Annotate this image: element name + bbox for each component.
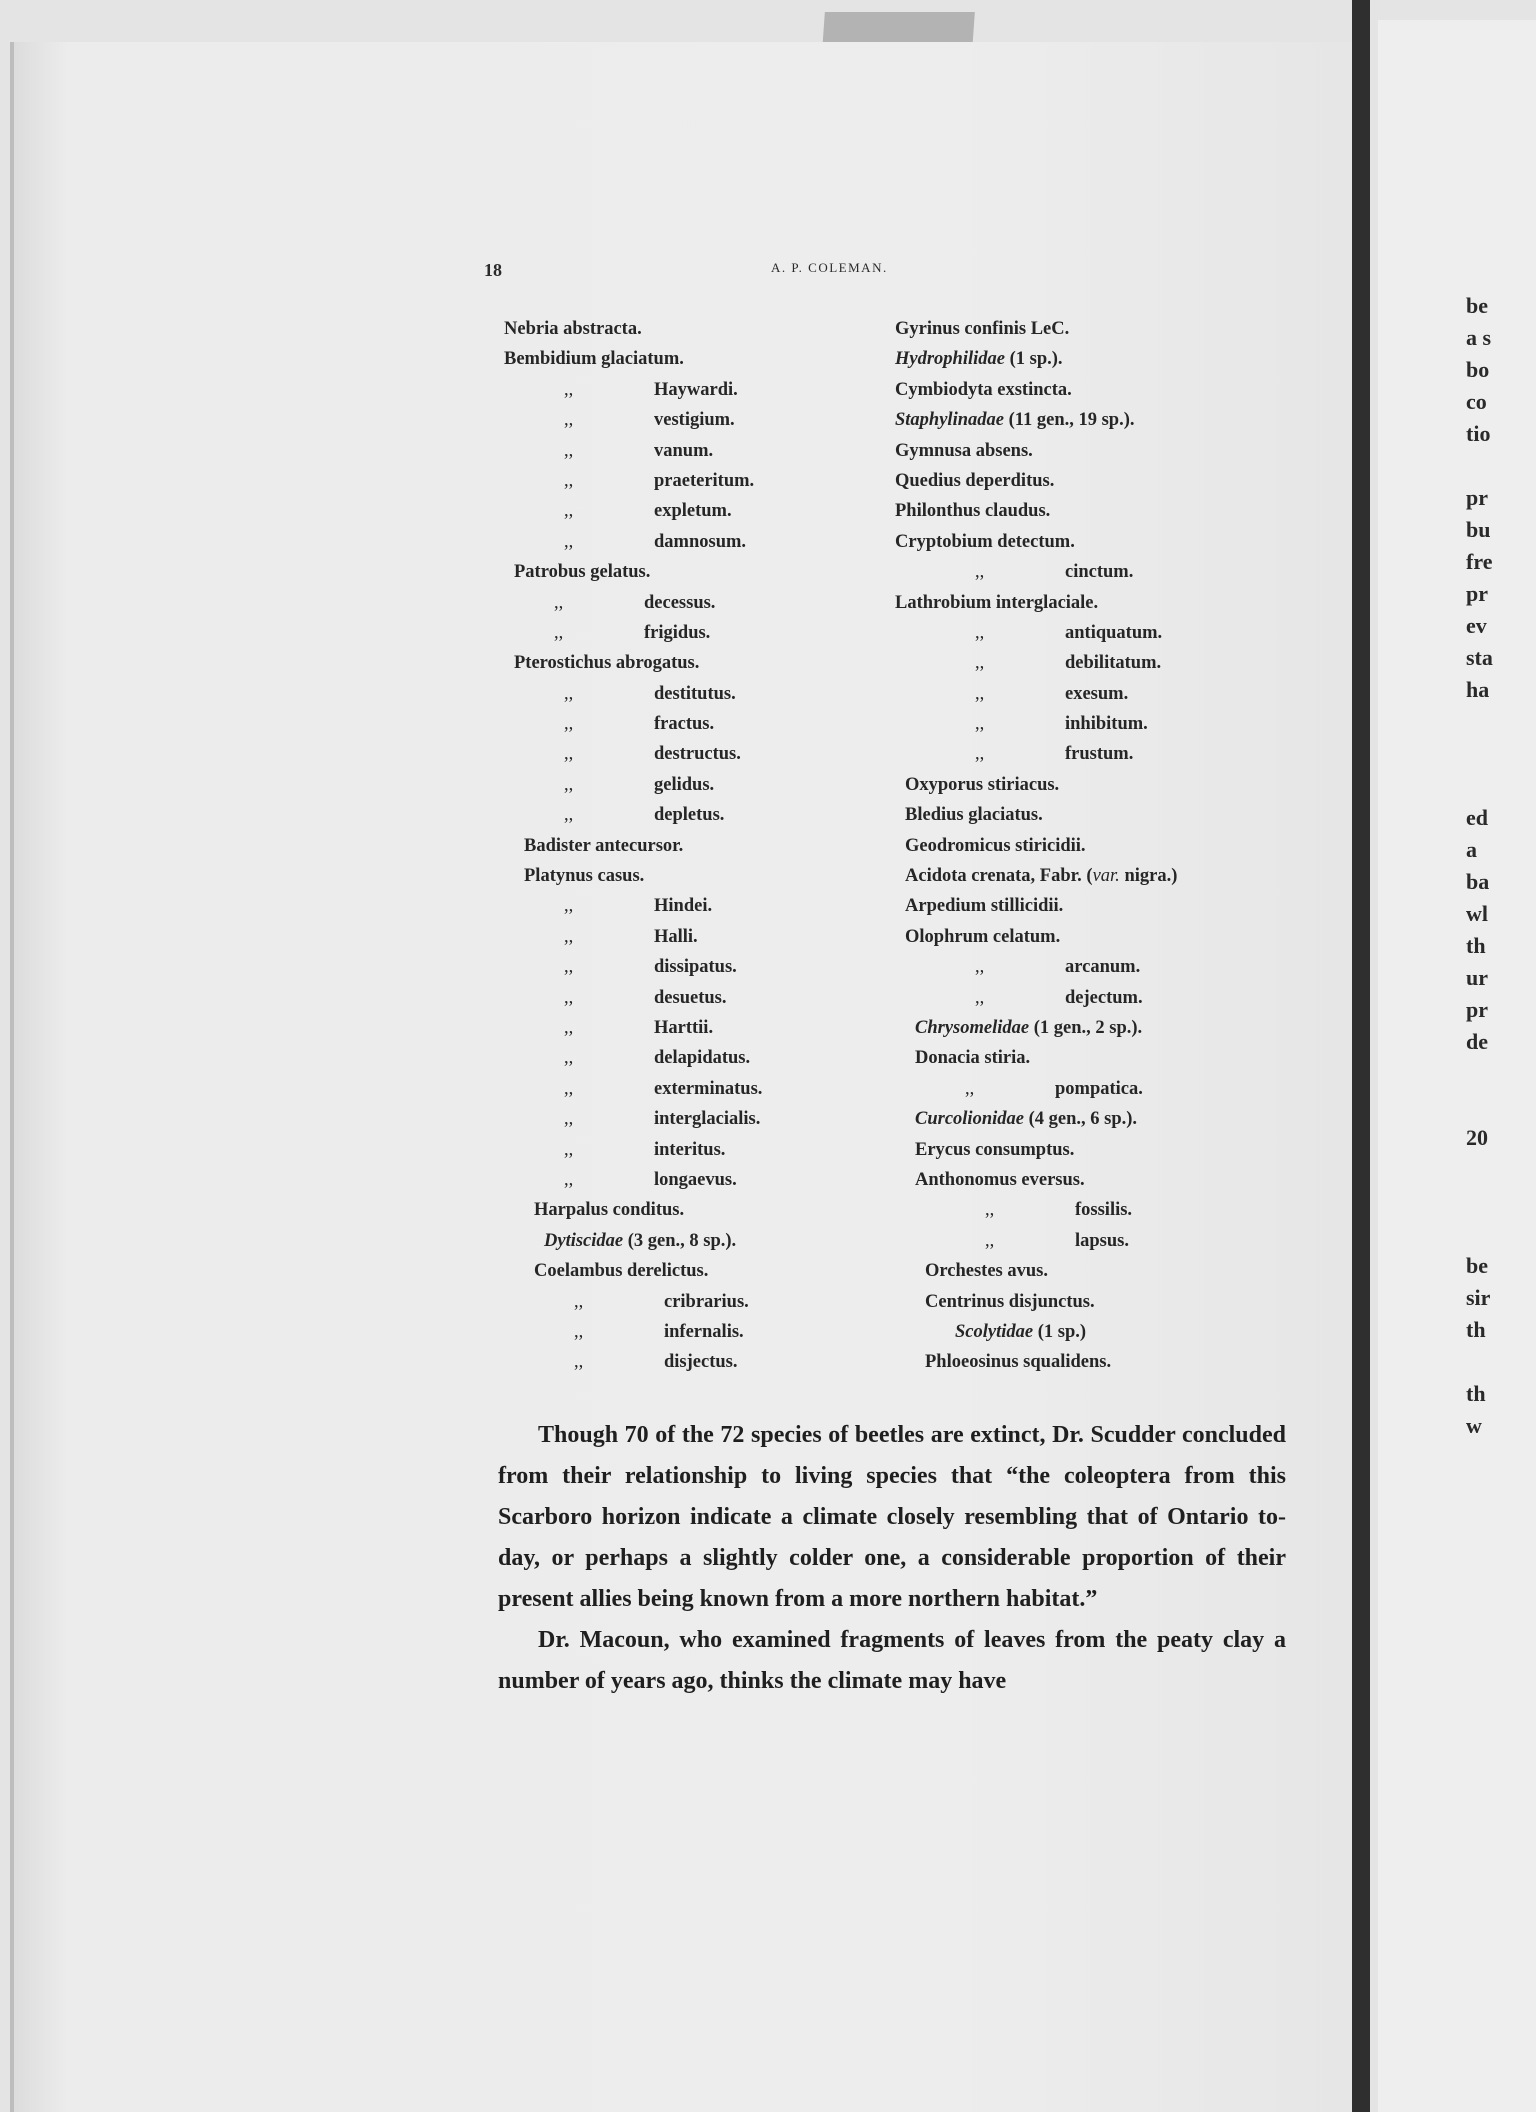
species-name: Bledius glaciatus. [905,805,1043,826]
species-name: Geodromicus stiricidii. [905,835,1086,856]
species-entry [895,1104,1315,1134]
ditto-mark: ,, [574,1321,584,1342]
ditto-mark: ,, [554,592,564,613]
species-list-right [895,314,1315,1378]
ditto-mark: ,, [985,1230,995,1251]
ditto-mark: ,, [564,957,574,978]
species-entry [895,1074,1315,1104]
species-entry [895,648,1315,678]
edge-fragment: 20 [1466,1125,1488,1150]
species-name: decessus. [644,592,716,613]
ditto-mark: ,, [564,987,574,1008]
family-name: Dytiscidae [544,1230,624,1251]
species-entry [504,861,924,891]
species-name: infernalis. [664,1321,744,1342]
edge-fragment: ur [1466,965,1488,990]
ditto-mark: ,, [975,744,985,765]
species-entry [504,831,924,861]
family-count: (3 gen., 8 sp.). [623,1230,737,1251]
species-entry [895,891,1315,921]
species-name: Quedius deperditus. [895,470,1055,491]
ditto-mark: ,, [564,805,574,826]
species-entry [895,709,1315,739]
ditto-mark: ,, [564,744,574,765]
species-entry [895,405,1315,435]
species-entry [895,1165,1315,1195]
species-name: Olophrum celatum. [905,926,1061,947]
species-name: Acidota crenata, Fabr. ( [905,866,1093,887]
species-entry [895,618,1315,648]
species-name: Donacia stiria. [915,1048,1031,1069]
ditto-mark: ,, [564,926,574,947]
species-name: arcanum. [1065,957,1141,978]
species-name: Gymnusa absens. [895,440,1033,461]
species-name: damnosum. [654,531,747,552]
species-entry [895,922,1315,952]
species-name: Halli. [654,926,698,947]
family-name: Scolytidae [955,1321,1034,1342]
species-entry [504,1195,924,1225]
species-name: debilitatum. [1065,653,1162,674]
edge-fragment [1466,1186,1536,1218]
species-entry [895,1347,1315,1377]
species-entry [895,1195,1315,1225]
species-entry [504,922,924,952]
book-gutter [1352,0,1370,2112]
running-head: A. P. COLEMAN. [771,260,888,275]
species-entry [895,436,1315,466]
ditto-mark: ,, [574,1291,584,1312]
ditto-mark: ,, [975,714,985,735]
species-name: longaevus. [654,1169,737,1190]
family-name: Curcolionidae [915,1109,1024,1130]
ditto-mark: ,, [975,987,985,1008]
species-name: Pterostichus abrogatus. [514,653,700,674]
ditto-mark: ,, [564,440,574,461]
ditto-mark: ,, [564,896,574,917]
family-count: (1 gen., 2 sp.). [1029,1017,1143,1038]
edge-fragment [1466,738,1536,770]
species-name: praeteritum. [654,470,755,491]
edge-fragment [1466,450,1536,482]
species-entry [895,1317,1315,1347]
species-entry [895,739,1315,769]
edge-fragment [1466,1090,1536,1122]
page-number: 18 [484,260,502,280]
ditto-mark: ,, [564,1078,574,1099]
species-name: cribrarius. [664,1291,749,1312]
ditto-mark: ,, [975,957,985,978]
species-entry [504,1165,924,1195]
species-name: cinctum. [1065,562,1134,583]
ditto-mark: ,, [564,1169,574,1190]
edge-fragment: be [1466,1253,1488,1278]
edge-fragment: sta [1466,645,1493,670]
species-name: dissipatus. [654,957,737,978]
species-name: destructus. [654,744,741,765]
edge-fragment: w [1466,1413,1482,1438]
variety-name: nigra.) [1119,866,1178,887]
edge-fragment [1466,706,1536,738]
species-entry [504,1013,924,1043]
species-name: destitutus. [654,683,736,704]
right-page-edge-text [1466,290,1536,1442]
species-entry [504,983,924,1013]
species-entry [504,1135,924,1165]
family-count: (4 gen., 6 sp.). [1023,1109,1138,1130]
species-entry [504,527,924,557]
species-entry [895,527,1315,557]
edge-fragment: tio [1466,421,1491,446]
edge-fragment: bo [1466,357,1490,382]
species-name: Philonthus claudus. [895,501,1051,522]
ditto-mark: ,, [564,1048,574,1069]
edge-fragment: ed [1466,805,1488,830]
edge-fragment [1466,1218,1536,1250]
species-entry [504,466,924,496]
family-name: Staphylinadae [895,410,1004,431]
family-count: (1 sp.). [1004,349,1063,370]
species-entry [895,375,1315,405]
species-entry [895,466,1315,496]
species-entry [895,679,1315,709]
species-entry [504,709,924,739]
species-name: expletum. [654,501,732,522]
species-entry [504,679,924,709]
family-name: Chrysomelidae [915,1017,1030,1038]
species-name: Badister antecursor. [524,835,684,856]
species-name: vanum. [654,440,714,461]
ditto-mark: ,, [564,410,574,431]
page-header [484,260,1144,280]
species-name: Cymbiodyta exstincta. [895,379,1072,400]
species-entry [504,557,924,587]
species-entry [895,588,1315,618]
species-name: inhibitum. [1065,714,1148,735]
edge-fragment: co [1466,389,1487,414]
species-entry [504,1226,924,1256]
species-name: Patrobus gelatus. [514,562,651,583]
species-entry [504,952,924,982]
edge-fragment: pr [1466,581,1488,606]
species-entry [504,1104,924,1134]
ditto-mark: ,, [564,470,574,491]
species-name: desuetus. [654,987,727,1008]
species-entry [504,588,924,618]
species-name: Nebria abstracta. [504,319,642,339]
species-list-left [504,314,924,1378]
ditto-mark: ,, [564,1139,574,1160]
species-name: frustum. [1065,744,1134,765]
species-entry [504,375,924,405]
edge-fragment: ba [1466,869,1490,894]
species-name: Lathrobium interglaciale. [895,592,1099,613]
species-name: vestigium. [654,410,735,431]
species-entry [504,1256,924,1286]
species-name: frigidus. [644,622,711,643]
species-name: Gyrinus confinis LeC. [895,319,1070,339]
species-entry [895,1287,1315,1317]
ditto-mark: ,, [564,379,574,400]
edge-fragment: a [1466,837,1477,862]
species-name: Haywardi. [654,379,738,400]
species-entry [504,1317,924,1347]
edge-fragment: ev [1466,613,1487,638]
family-count: (1 sp.) [1033,1321,1087,1342]
edge-fragment: de [1466,1029,1488,1054]
species-entry [504,618,924,648]
edge-fragment [1466,770,1536,802]
edge-fragment: sir [1466,1285,1491,1310]
family-count: (11 gen., 19 sp.). [1003,410,1135,431]
species-entry [504,800,924,830]
ditto-mark: ,, [564,683,574,704]
species-name: lapsus. [1075,1230,1129,1251]
species-entry [895,557,1315,587]
species-name: interitus. [654,1139,726,1160]
edge-fragment: bu [1466,517,1491,542]
edge-fragment: be [1466,293,1488,318]
ditto-mark: ,, [564,531,574,552]
edge-fragment [1466,1154,1536,1186]
edge-fragment: a s [1466,325,1492,350]
species-name: Bembidium glaciatum. [504,349,684,370]
ditto-mark: ,, [564,501,574,522]
edge-fragment: ha [1466,677,1490,702]
edge-fragment: fre [1466,549,1493,574]
ditto-mark: ,, [965,1078,975,1099]
species-entry [895,770,1315,800]
species-entry [504,496,924,526]
species-name: Platynus casus. [524,866,645,887]
edge-fragment: th [1466,933,1486,958]
species-entry [504,436,924,466]
ditto-mark: ,, [975,653,985,674]
species-name: Hindei. [654,896,713,917]
edge-fragment: pr [1466,997,1488,1022]
species-entry [504,1074,924,1104]
species-entry [504,1043,924,1073]
species-name: disjectus. [664,1352,738,1373]
edge-fragment [1466,1058,1536,1090]
species-name: gelidus. [654,774,715,795]
species-entry [895,1013,1315,1043]
species-entry [504,739,924,769]
species-entry [504,314,924,344]
species-name: interglacialis. [654,1109,761,1130]
ditto-mark: ,, [564,714,574,735]
species-entry [895,1226,1315,1256]
species-entry [504,891,924,921]
species-name: Arpedium stillicidii. [905,896,1064,917]
ditto-mark: ,, [564,1109,574,1130]
species-entry [895,952,1315,982]
species-name: fractus. [654,714,715,735]
species-entry [895,496,1315,526]
body-text [498,1415,1286,1702]
species-name: Harttii. [654,1017,714,1038]
species-name: Coelambus derelictus. [534,1261,709,1282]
species-name: exesum. [1065,683,1129,704]
paragraph-macoun: Dr. Macoun, who examined fragments of leaves from the peaty clay a number of years ago, thinks the climate may have [498,1627,1286,1694]
species-name: Erycus consumptus. [915,1139,1075,1160]
species-name: Oxyporus stiriacus. [905,774,1060,795]
species-name: antiquatum. [1065,622,1163,643]
species-name: Anthonomus eversus. [915,1169,1085,1190]
ditto-mark: ,, [975,562,985,583]
species-entry [504,344,924,374]
ditto-mark: ,, [554,622,564,643]
species-entry [895,1043,1315,1073]
species-entry [504,648,924,678]
edge-fragment: wl [1466,901,1488,926]
species-name: dejectum. [1065,987,1143,1008]
species-entry [895,344,1315,374]
species-name: Harpalus conditus. [534,1200,685,1221]
variety-note: var. [1092,866,1120,887]
species-name: fossilis. [1075,1200,1133,1221]
ditto-mark: ,, [975,683,985,704]
species-name: Phloeosinus squalidens. [925,1352,1112,1373]
ditto-mark: ,, [985,1200,995,1221]
species-name: Cryptobium detectum. [895,531,1075,552]
ditto-mark: ,, [564,774,574,795]
species-entry [504,1347,924,1377]
species-entry [895,1256,1315,1286]
edge-fragment [1466,1346,1536,1378]
species-name: pompatica. [1055,1078,1143,1099]
species-entry [504,1287,924,1317]
paragraph-scudder: Though 70 of the 72 species of beetles are extinct, Dr. Scudder concluded from their relationship to living species that “the coleoptera from this Scarboro horizon indicate a climate closely resembling that of Ontario to-day, or perhaps a slightly colder one, a considerable proportion of their present allies being known from a more northern habitat.” [498,1422,1286,1612]
species-entry [895,800,1315,830]
ditto-mark: ,, [574,1352,584,1373]
family-name: Hydrophilidae [895,349,1005,370]
ditto-mark: ,, [564,1017,574,1038]
species-name: Orchestes avus. [925,1261,1048,1282]
species-name: delapidatus. [654,1048,751,1069]
species-entry [895,983,1315,1013]
ditto-mark: ,, [975,622,985,643]
species-entry [895,1135,1315,1165]
edge-fragment: th [1466,1317,1486,1342]
species-name: exterminatus. [654,1078,763,1099]
species-entry [895,314,1315,344]
species-name: Centrinus disjunctus. [925,1291,1095,1312]
species-entry [504,770,924,800]
edge-fragment: pr [1466,485,1488,510]
species-entry [895,861,1315,891]
species-name: depletus. [654,805,725,826]
species-entry [504,405,924,435]
edge-fragment: th [1466,1381,1486,1406]
species-entry [895,831,1315,861]
